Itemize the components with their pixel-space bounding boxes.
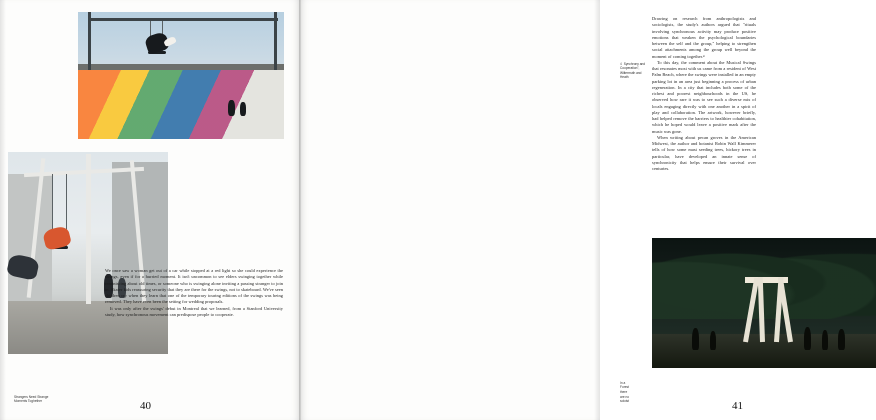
right-page: [300, 0, 756, 420]
paragraph: We once saw a woman get out of a car while stopped at a red light so she could experience the swings, even if for a hurried moment. It isn't uncommon to see elders swinging together while reminiscing about old times, or someone who is swinging alone inviting a passing stranger to join in. Skater kids reassuring security that they are there for the swings, not to skateboard. We've seen children cry when they learn that one of the temporary touring editions of the swings was being removed. They have even been the setting for wedding proposals.: [105, 268, 283, 305]
visitor-silhouette: [710, 331, 716, 350]
left-page: [0, 0, 300, 420]
photo-night-pavilion: [652, 238, 876, 368]
page-number-right: 41: [732, 400, 743, 412]
visitor-silhouette: [838, 329, 845, 350]
visitor-silhouette: [822, 330, 828, 350]
right-page-column-a: [652, 16, 756, 172]
pavilion-leg: [757, 277, 764, 342]
footnote-sidenote: [620, 62, 648, 79]
page-edge-shadow: [0, 0, 6, 420]
page-edge-shadow: [594, 0, 600, 420]
mural-wall: [78, 70, 284, 139]
paragraph: Drawing on research from anthropologists and sociologists, the study's authors argued that "rituals involving synchronous activity may produce positive emotions that weaken the psychological boundaries between the self and the group," helping to strengthen social attachments among the group well beyond the moment of coming together.⁴: [652, 16, 756, 59]
swing-frame-post: [274, 12, 277, 70]
book-gutter: [299, 0, 301, 420]
footnote-number: 4: [620, 62, 622, 66]
mural-wall-cap: [78, 64, 284, 70]
visitor-silhouette: [692, 328, 699, 350]
running-foot-line: In a Forest: [620, 380, 630, 390]
standing-person: [240, 102, 246, 116]
paragraph: When writing about pecan groves in the American Midwest, the author and botanist Robin Wall Kimmerer tells of how some mast seeding trees, hickory trees in particular, have developed an innate sense of synchronicity that helps ensure their survival over centuries.: [652, 134, 756, 171]
running-foot-left: [14, 395, 48, 404]
swing-frame-post: [86, 154, 91, 304]
swing-frame-beam: [88, 18, 278, 21]
photo-swings-day: [8, 152, 168, 354]
photo-swing-mural: [78, 12, 284, 139]
left-page-body-text: [105, 268, 283, 318]
running-foot-line: Strangers Need Strange: [14, 394, 49, 399]
running-foot-line: there are no soloist: [620, 390, 630, 404]
running-foot-line: Moments Toghether: [14, 399, 43, 404]
running-foot-right: [620, 381, 629, 404]
pavilion-structure: [733, 277, 800, 342]
visitor-silhouette: [804, 327, 811, 350]
page-number-left: 40: [140, 400, 151, 412]
paragraph: It was only after the swings' debut in Montreal that we learned, from a Stanford University study, how synchronous movement can predispose people to cooperate.: [105, 305, 283, 317]
paragraph: To this day, the comment about the Musical Swings that resonates most with us came from a resident of West Palm Beach, where the swings were installed in an empty parking lot in an area just beginning a process of urban regeneration. In a city that includes both some of the richest and poorest neighbourhoods in the US, he observed how rare it was to see such a diverse mix of locals engaging directly with one another in a spirit of play and collaboration. The artwork, however briefly, had helped remove the barriers to healthier cohabitation, which he hoped would leave a positive mark after the music was gone.: [652, 59, 756, 134]
standing-person: [228, 100, 235, 116]
footnote-text: Synchrony and Cooperation", Wiltermuth and Heath: [620, 62, 646, 79]
